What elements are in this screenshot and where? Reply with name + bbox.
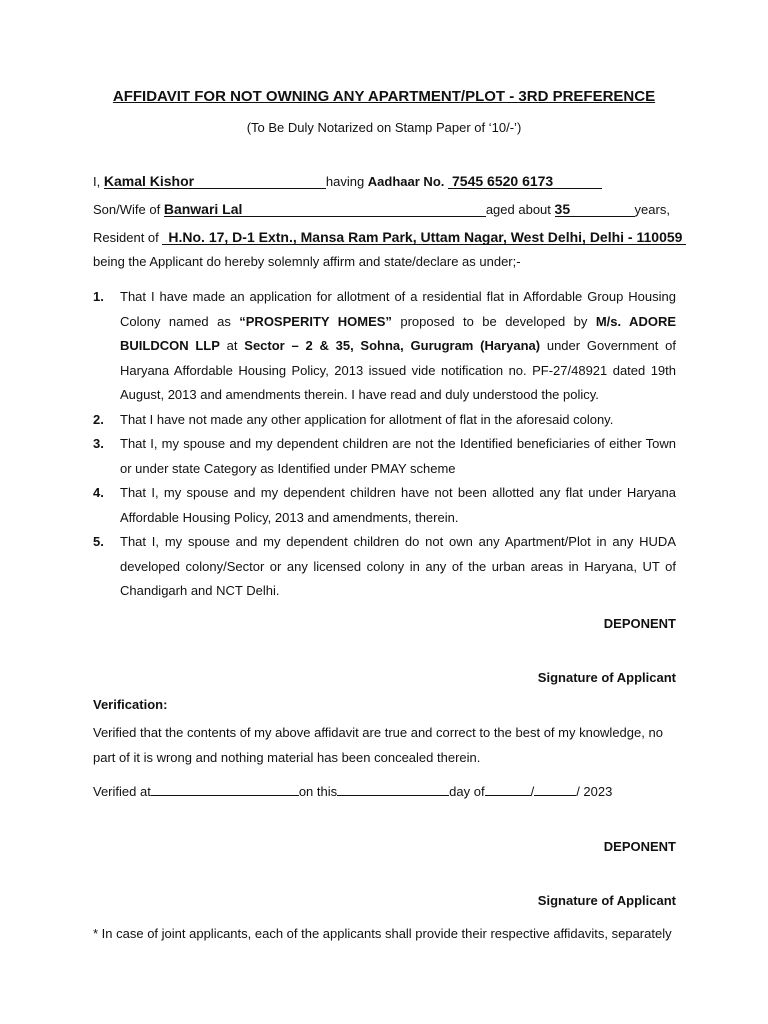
- father-name: Banwari Lal: [164, 202, 486, 217]
- applicant-name-line: [93, 174, 602, 189]
- list-item: [93, 432, 676, 481]
- document-title: AFFIDAVIT FOR NOT OWNING ANY APARTMENT/PLOT - 3RD PREFERENCE: [112, 88, 656, 105]
- declaration-list: [93, 285, 676, 604]
- item-text: That I, my spouse and my dependent children are not the Identified beneficiaries of either Town or under state Category as Identified under PMAY scheme: [120, 436, 676, 476]
- deponent-label: DEPONENT: [603, 616, 676, 631]
- deponent-label-2: DEPONENT: [603, 839, 676, 854]
- footnote: * In case of joint applicants, each of the applicants shall provide their respective affidavits, separately: [93, 926, 672, 941]
- aged-label: aged about: [485, 202, 551, 217]
- item-text: That I have made an application for allotment of a residential flat in Affordable Group Housing Colony named as “PROSPERITY HOMES” proposed to be developed by M/s. ADORE BUILDCON LLP at Sector – 2 & 35, Sohna, Gurugram (Haryana) under Government of Haryana Affordable Housing Policy, 2013 issued vide notification no. PF-27/48921 dated 19th August, 2013 and amendments therein. I have read and duly understood the policy.: [120, 289, 676, 402]
- list-item: [93, 408, 676, 433]
- item-number: 2.: [93, 411, 104, 427]
- resident-label: Resident of: [93, 230, 159, 245]
- address-line: [93, 230, 686, 245]
- item-number: 3.: [93, 436, 104, 451]
- item-number: 4.: [93, 485, 104, 500]
- age-value: 35: [555, 202, 635, 217]
- verified-at-label: Verified at: [93, 784, 151, 799]
- list-item: [93, 481, 676, 530]
- son-wife-label: Son/Wife of: [93, 202, 161, 217]
- item-number: 1.: [93, 289, 104, 304]
- prefix-text: I,: [93, 174, 101, 189]
- applicant-name: Kamal Kishor: [104, 174, 326, 189]
- slash-text: /: [530, 784, 535, 799]
- item-text: That I, my spouse and my dependent children have not been allotted any flat under Haryana Affordable Housing Policy, 2013 and amendments, therein.: [120, 485, 676, 525]
- verification-heading: Verification:: [93, 697, 168, 712]
- day-of-label: day of: [449, 784, 485, 799]
- declare-line: being the Applicant do hereby solemnly affirm and state/declare as under;-: [93, 254, 521, 269]
- signature-label-2: Signature of Applicant: [537, 893, 676, 908]
- list-item: [93, 285, 676, 408]
- date-blank[interactable]: [337, 783, 449, 796]
- month-blank[interactable]: [485, 783, 531, 796]
- month-blank-2[interactable]: [534, 783, 576, 796]
- document-subtitle: (To Be Duly Notarized on Stamp Paper of ‘10/-’): [246, 120, 522, 135]
- place-blank[interactable]: [151, 783, 299, 796]
- parent-name-line: [93, 202, 670, 217]
- aadhaar-number: 7545 6520 6173: [448, 174, 602, 189]
- item-number: 5.: [93, 534, 104, 549]
- year-text: / 2023: [576, 784, 613, 799]
- address-value: H.No. 17, D-1 Extn., Mansa Ram Park, Uttam Nagar, West Delhi, Delhi - 110059: [162, 230, 686, 245]
- aadhaar-label: Aadhaar No.: [367, 174, 445, 189]
- verification-text: Verified that the contents of my above affidavit are true and correct to the best of my knowledge, no part of it is wrong and nothing material has been concealed therein.: [93, 725, 663, 765]
- years-label: years,: [634, 202, 670, 217]
- signature-label: Signature of Applicant: [537, 670, 676, 685]
- on-this-label: on this: [298, 784, 338, 799]
- list-item: [93, 530, 676, 604]
- item-text: That I have not made any other application for allotment of flat in the aforesaid colony.: [120, 411, 614, 427]
- item-text: That I, my spouse and my dependent children do not own any Apartment/Plot in any HUDA developed colony/Sector or any licensed colony in any of the urban areas in Haryana, UT of Chandigarh and NCT Delhi.: [120, 534, 676, 598]
- verified-at-line: [93, 783, 612, 799]
- having-text: having: [325, 174, 365, 189]
